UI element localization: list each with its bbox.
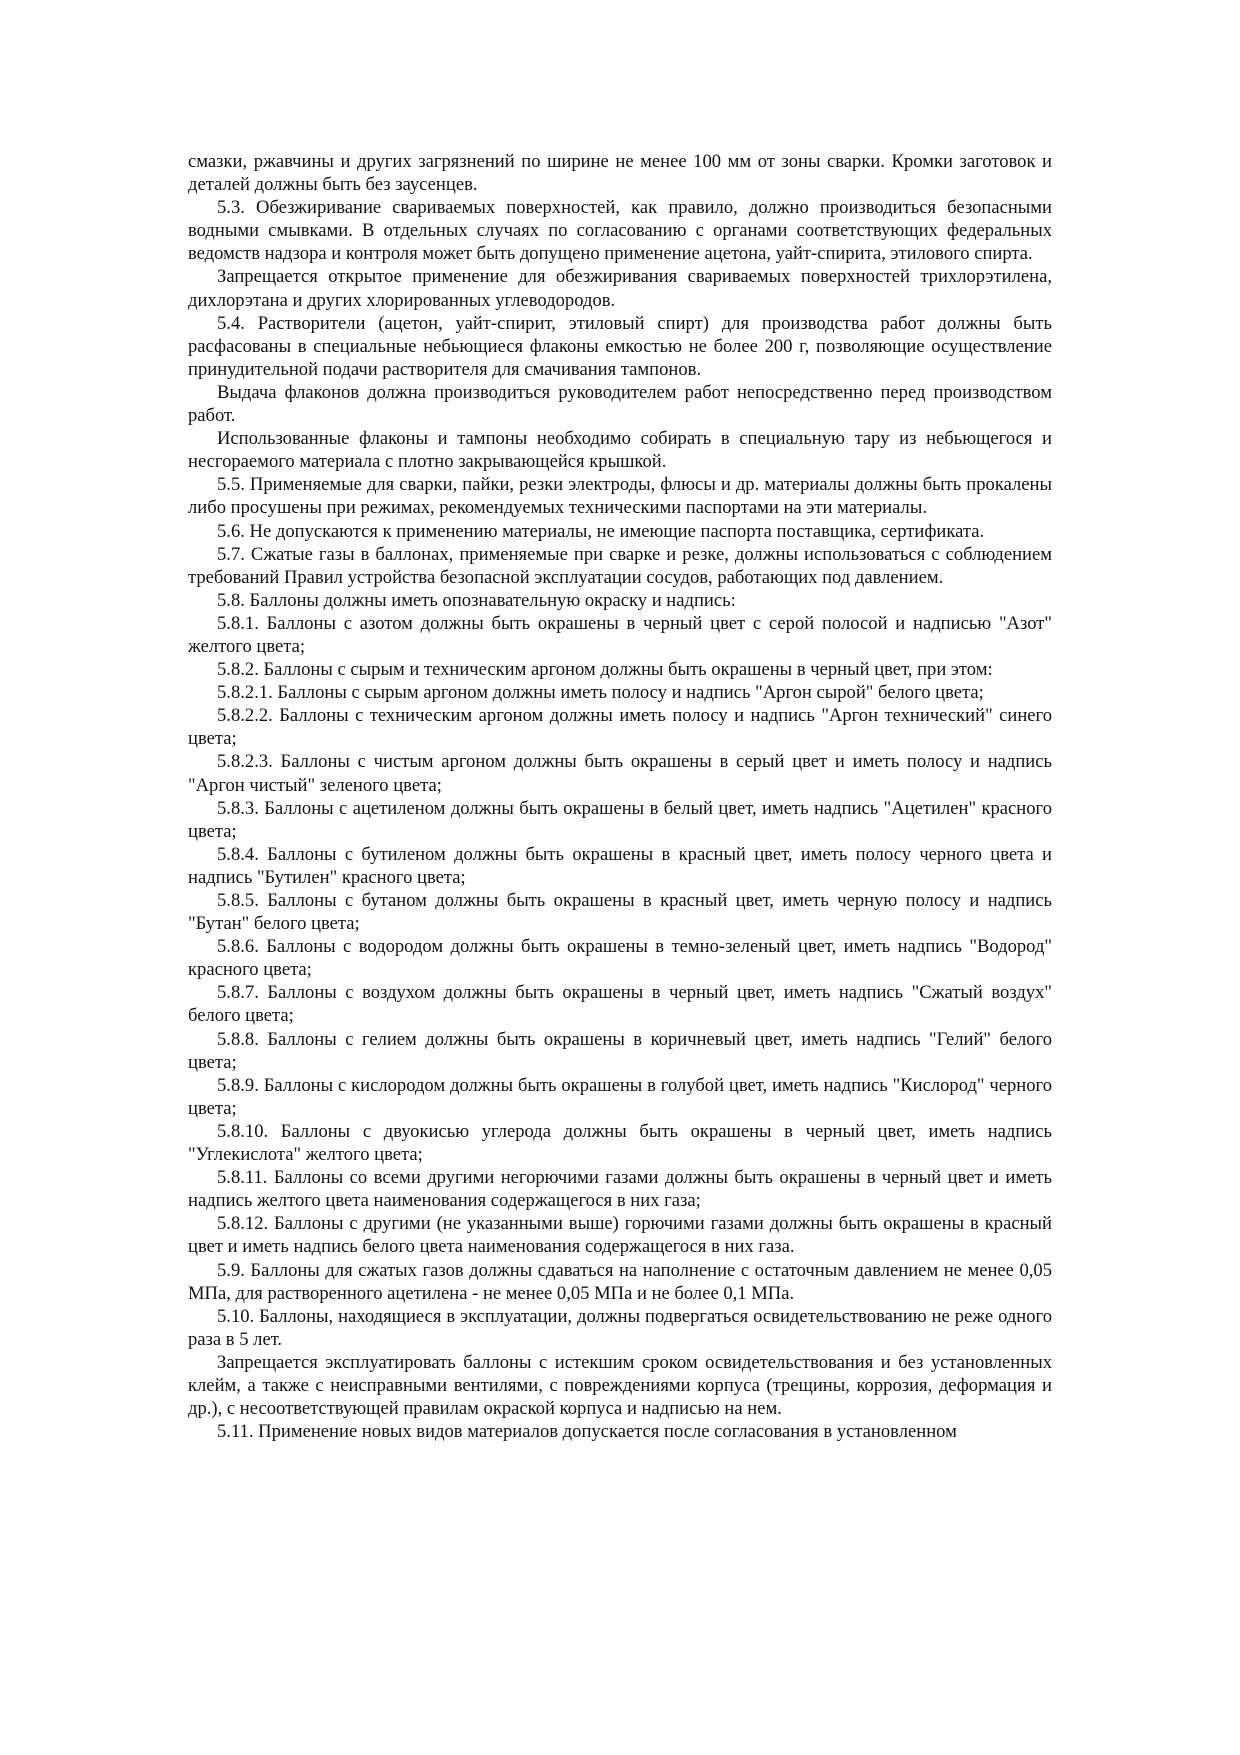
paragraph: 5.5. Применяемые для сварки, пайки, резки электроды, флюсы и др. материалы должны быть прокалены либо просушены при режимах, рекомендуемых техническими паспортами на эти материалы. (188, 474, 1052, 519)
paragraph: 5.11. Применение новых видов материалов допускается после согласования в установленном (217, 1421, 957, 1443)
paragraph: 5.8.6. Баллоны с водородом должны быть окрашены в темно-зеленый цвет, иметь надпись "Водород" красного цвета; (188, 936, 1052, 981)
paragraph: Запрещается открытое применение для обезжиривания свариваемых поверхностей трихлорэтилена, дихлорэтана и других хлорированных углеводородов. (188, 266, 1052, 311)
paragraph: 5.10. Баллоны, находящиеся в эксплуатации, должны подвергаться освидетельствованию не реже одного раза в 5 лет. (188, 1305, 1052, 1350)
paragraph: 5.8.1. Баллоны с азотом должны быть окрашены в черный цвет с серой полосой и надписью "Азот" желтого цвета; (188, 612, 1052, 657)
paragraph: 5.6. Не допускаются к применению материалы, не имеющие паспорта поставщика, сертификата. (217, 520, 985, 542)
paragraph: 5.8.7. Баллоны с воздухом должны быть окрашены в черный цвет, иметь надпись "Сжатый воздух" белого цвета; (188, 982, 1052, 1027)
paragraph: 5.8.9. Баллоны с кислородом должны быть окрашены в голубой цвет, иметь надпись "Кислород" черного цвета; (188, 1074, 1052, 1119)
paragraph: 5.8.10. Баллоны с двуокисью углерода должны быть окрашены в черный цвет, иметь надпись "Углекислота" желтого цвета; (188, 1120, 1052, 1166)
paragraph: 5.8. Баллоны должны иметь опознавательную окраску и надпись: (217, 589, 736, 611)
paragraph: Выдача флаконов должна производиться руководителем работ непосредственно перед производством работ. (188, 381, 1052, 427)
paragraph: 5.4. Растворители (ацетон, уайт-спирит, этиловый спирт) для производства работ должны быть расфасованы в специальные небьющиеся флаконы емкостью не более 200 г, позволяющие осуществление принудительной подачи растворителя для смачивания тампонов. (188, 312, 1052, 380)
paragraph: 5.7. Сжатые газы в баллонах, применяемые при сварке и резке, должны использоваться с соблюдением требований Правил устройства безопасной эксплуатации сосудов, работающих под давлением. (188, 543, 1052, 588)
document-page (188, 150, 1052, 1443)
paragraph: смазки, ржавчины и других загрязнений по ширине не менее 100 мм от зоны сварки. Кромки заготовок и деталей должны быть без заусенцев. (188, 151, 1052, 196)
paragraph: 5.8.2.3. Баллоны с чистым аргоном должны быть окрашены в серый цвет и иметь полосу и надпись "Аргон чистый" зеленого цвета; (188, 751, 1052, 796)
paragraph: 5.8.12. Баллоны с другими (не указанными выше) горючими газами должны быть окрашены в красный цвет и иметь надпись белого цвета наименования содержащегося в них газа. (188, 1213, 1052, 1258)
paragraph: 5.8.2.2. Баллоны с техническим аргоном должны иметь полосу и надпись "Аргон технический" синего цвета; (188, 705, 1052, 750)
paragraph: Запрещается эксплуатировать баллоны с истекшим сроком освидетельствования и без установленных клейм, а также с неисправными вентилями, с повреждениями корпуса (трещины, коррозия, деформация и др.), с несоответствующей правилам окраской корпуса и надписью на нем. (188, 1351, 1052, 1420)
paragraph: Использованные флаконы и тампоны необходимо собирать в специальную тару из небьющегося и несгораемого материала с плотно закрывающейся крышкой. (188, 428, 1052, 473)
paragraph: 5.9. Баллоны для сжатых газов должны сдаваться на наполнение с остаточным давлением не менее 0,05 МПа, для растворенного ацетилена - не менее 0,05 МПа и не более 0,1 МПа. (188, 1259, 1052, 1304)
paragraph: 5.8.2. Баллоны с сырым и техническим аргоном должны быть окрашены в черный цвет, при этом: (217, 659, 993, 681)
paragraph: 5.8.11. Баллоны со всеми другими негорючими газами должны быть окрашены в черный цвет и иметь надпись желтого цвета наименования содержащегося в них газа; (188, 1167, 1052, 1212)
paragraph: 5.8.8. Баллоны с гелием должны быть окрашены в коричневый цвет, иметь надпись "Гелий" белого цвета; (188, 1028, 1052, 1073)
paragraph: 5.8.3. Баллоны с ацетиленом должны быть окрашены в белый цвет, иметь надпись "Ацетилен" красного цвета; (188, 797, 1052, 842)
paragraph: 5.8.5. Баллоны с бутаном должны быть окрашены в красный цвет, иметь черную полосу и надпись "Бутан" белого цвета; (188, 890, 1052, 935)
paragraph: 5.8.2.1. Баллоны с сырым аргоном должны иметь полосу и надпись "Аргон сырой" белого цвета; (217, 682, 984, 704)
paragraph: 5.8.4. Баллоны с бутиленом должны быть окрашены в красный цвет, иметь полосу черного цвета и надпись "Бутилен" красного цвета; (188, 843, 1052, 888)
paragraph: 5.3. Обезжиривание свариваемых поверхностей, как правило, должно производиться безопасными водными смывками. В отдельных случаях по согласованию с органами соответствующих федеральных ведомств надзора и контроля может быть допущено применение ацетона, уайт-спирита, этилового спирта. (188, 197, 1052, 265)
